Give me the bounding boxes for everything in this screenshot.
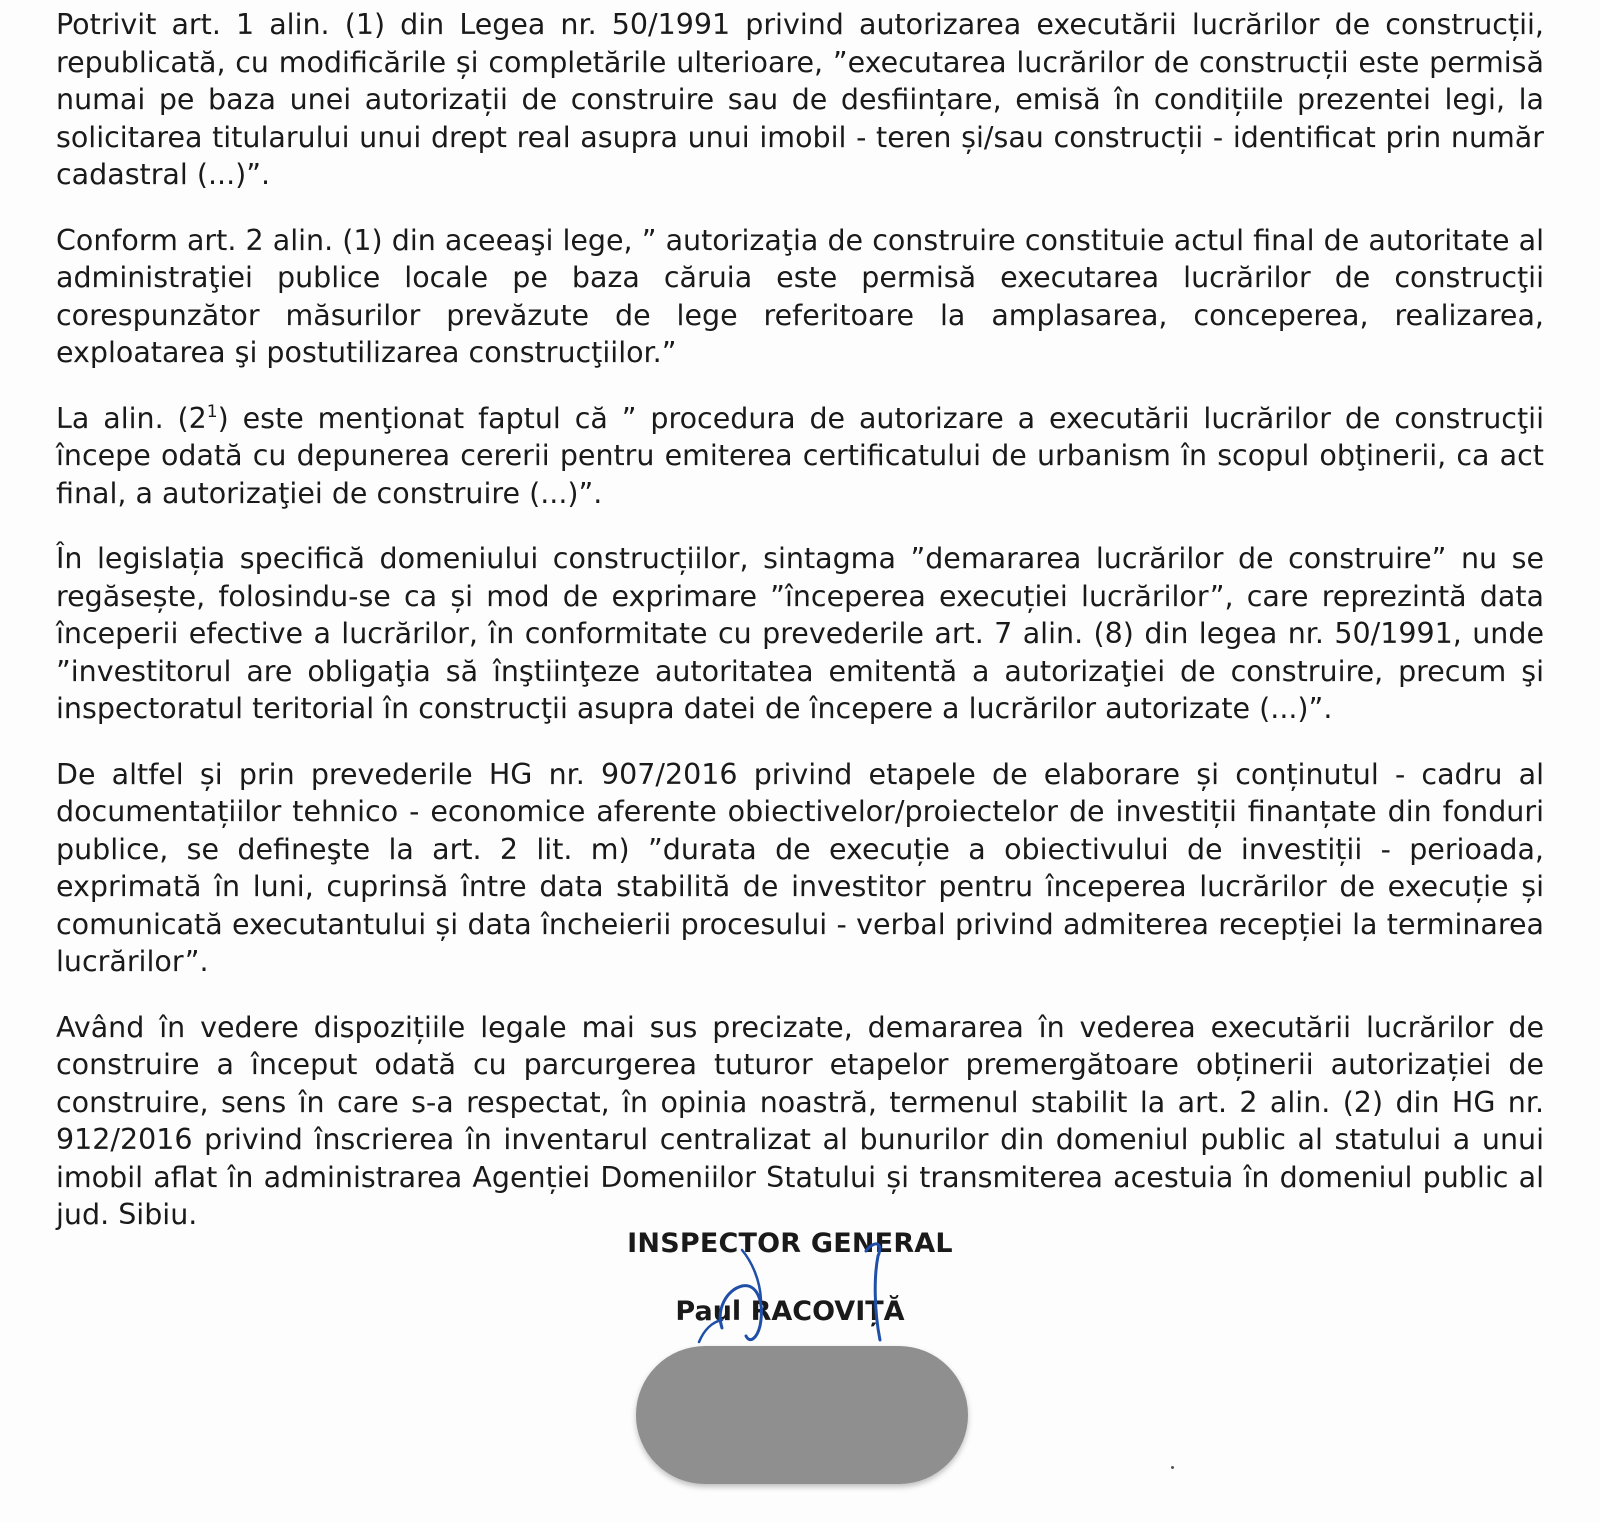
- paragraph-alin-2-1-start: La alin. (2: [56, 401, 207, 435]
- paragraph-concluzie: Având în vedere dispozițiile legale mai sus precizate, demararea în vederea executării lucrărilor de construire a început odată cu parcurgerea tuturor etapelor premergătoare obținerii autorizației de construire, sens în care s-a respectat, în opinia noastră, termenul stabilit la art. 2 alin. (2) din HG nr. 912/2016 privind înscrierea în inventarul centralizat al bunurilor din domeniul public al statului a unui imobil aflat în administrarea Agenției Domeniilor Statului și transmiterea acestuia în domeniul public al jud. Sibiu.: [56, 1010, 1544, 1231]
- signatory-name: Paul RACOVIȚĂ: [675, 1296, 905, 1327]
- redacted-stamp: [636, 1346, 968, 1484]
- paragraph-law-50-1991-art-1: Potrivit art. 1 alin. (1) din Legea nr. 50/1991 privind autorizarea executării lucrărilor de construcții, republicată, cu modificările și completările ulterioare, ”executarea lucrărilor de construcții este permisă numai pe baza unei autorizații de construire sau de desființare, emisă în condițiile prezentei legi, la solicitarea titularului unui drept real asupra unui imobil - teren și/sau construcții - identificat prin număr cadastral (...)”.: [56, 8, 1544, 191]
- scan-speck: [1171, 1466, 1174, 1469]
- superscript-index: 1: [206, 401, 218, 422]
- paragraph-alin-2-1-rest: ) este menţionat faptul că ” procedura de autorizare a executării lucrărilor de construcţii începe odată cu depunerea cererii pentru emiterea certificatului de urbanism în scopul obţinerii, ca act final, a autorizaţiei de construire (...)”.: [56, 401, 1544, 510]
- paragraph-legislatie-specifica: În legislația specifică domeniului construcțiilor, sintagma ”demararea lucrărilor de construire” nu se regăsește, folosindu-se ca și mod de exprimare ”începerea execuției lucrărilor”, care reprezintă data începerii efective a lucrărilor, în conformitate cu prevederile art. 7 alin. (8) din legea nr. 50/1991, unde ”investitorul are obligaţia să înştiinţeze autoritatea emitentă a autorizaţiei de construire, precum şi inspectoratul teritorial în construcţii asupra datei de începere a lucrărilor autorizate (...)”.: [56, 542, 1544, 725]
- signatory-title: INSPECTOR GENERAL: [627, 1228, 953, 1259]
- paragraph-hg-907-2016: De altfel și prin prevederile HG nr. 907/2016 privind etapele de elaborare și conținutul - cadru al documentațiilor tehnico - economice aferente obiectivelor/proiectelor de investiții finanțate din fonduri publice, se defineşte la art. 2 lit. m) ”durata de execuție a obiectivului de investiții - perioada, exprimată în luni, cuprinsă între data stabilită de investitor pentru începerea lucrărilor de execuție și comunicată executantului și data încheierii procesului - verbal privind admiterea recepției la terminarea lucrărilor”.: [56, 757, 1544, 978]
- paragraph-alin-2-1: [56, 400, 1544, 513]
- paragraph-art-2-alin-1: Conform art. 2 alin. (1) din aceeaşi lege, ” autorizaţia de construire constituie actul final de autoritate al administraţiei publice locale pe baza căruia este permisă executarea lucrărilor de construcţii corespunzător măsurilor prevăzute de lege referitoare la amplasarea, conceperea, realizarea, exploatarea şi postutilizarea construcţiilor.”: [56, 223, 1544, 369]
- document-body: [56, 6, 1544, 1262]
